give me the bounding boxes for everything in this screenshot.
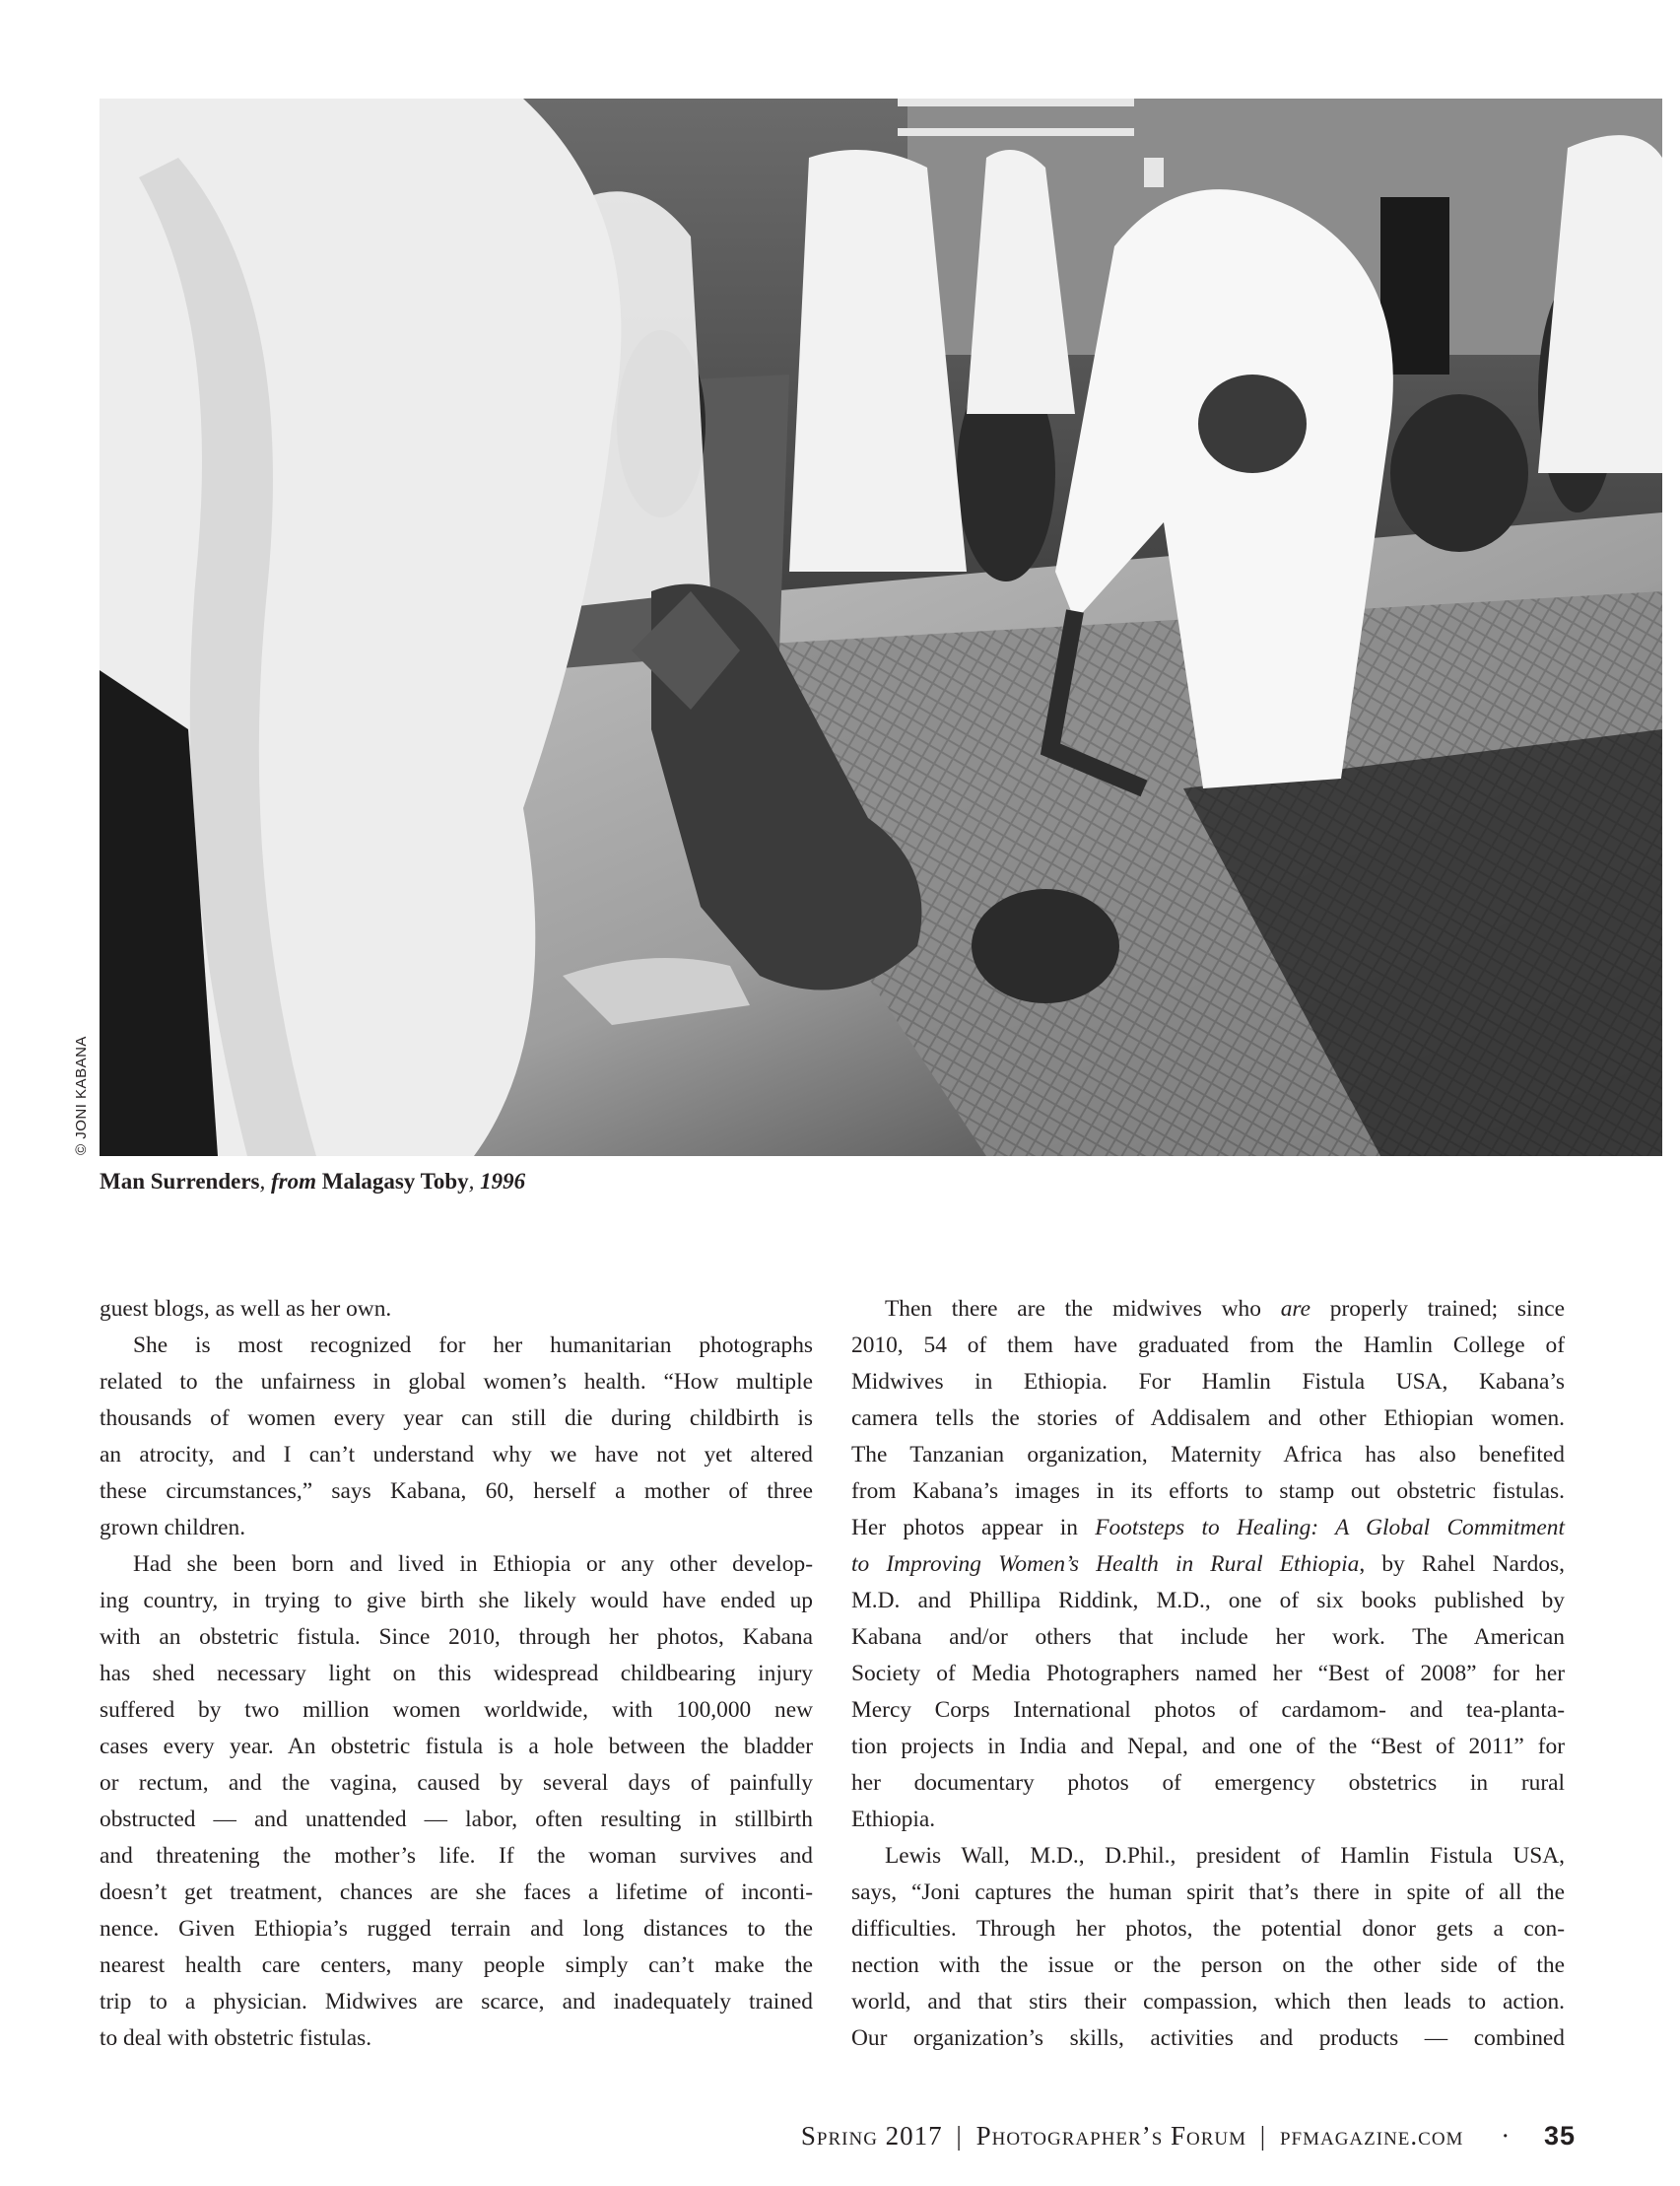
body-line: trip to a physician. Midwives are scarce, and inadequately trained [100,1989,813,2015]
body-line: difficulties. Through her photos, the potential donor gets a con- [851,1916,1565,1942]
photo-illustration [100,99,1662,1156]
caption-series: Malagasy Toby [321,1169,469,1194]
body-line: She is most recognized for her humanitarian photographs [133,1332,813,1358]
body-line: world, and that stirs their compassion, which then leads to action. [851,1989,1565,2015]
body-line: camera tells the stories of Addisalem and other Ethiopian women. [851,1405,1565,1431]
body-line: suffered by two million women worldwide, with 100,000 new [100,1697,813,1723]
body-line: these circumstances,” says Kabana, 60, herself a mother of three [100,1478,813,1504]
footer-website: pfmagazine.com [1279,2121,1464,2151]
photo-caption [100,1169,525,1195]
body-line: nearest health care centers, many people simply can’t make the [100,1952,813,1978]
body-line: Society of Media Photographers named her “Best of 2008” for her [851,1661,1565,1686]
photograph-man-surrenders [100,99,1662,1156]
caption-title: Man Surrenders [100,1169,260,1194]
book-title-italic: to Improving Women’s Health in Rural Ethiopia [851,1551,1360,1577]
body-line: an atrocity, and I can’t understand why we have not yet altered [100,1442,813,1468]
body-line: M.D. and Phillipa Riddink, M.D., one of six books published by [851,1588,1565,1613]
text-run: properly trained; since [1310,1296,1565,1322]
footer-magazine: Photographer’s Forum [975,2121,1247,2151]
photo-credit: © JONI KABANA [73,1036,90,1155]
body-line: her documentary photos of emergency obstetrics in rural [851,1770,1565,1796]
body-line: thousands of women every year can still die during childbirth is [100,1405,813,1431]
body-line: Lewis Wall, M.D., D.Phil., president of Hamlin Fistula USA, [885,1843,1565,1869]
body-line: Kabana and/or others that include her work. The American [851,1624,1565,1650]
body-line: guest blogs, as well as her own. [100,1296,392,1322]
text-run: Then there are the midwives who [885,1296,1281,1322]
body-line: says, “Joni captures the human spirit that’s there in spite of all the [851,1879,1565,1905]
body-line: tion projects in India and Nepal, and one of the “Best of 2011” for [851,1734,1565,1759]
page-footer [801,2121,1576,2152]
body-line: doesn’t get treatment, chances are she faces a lifetime of inconti- [100,1879,813,1905]
body-line: Had she been born and lived in Ethiopia or any other develop- [133,1551,813,1577]
body-line: has shed necessary light on this widespread childbearing injury [100,1661,813,1686]
body-line: to deal with obstetric fistulas. [100,2025,372,2051]
footer-separator: | [1259,2121,1267,2151]
text-run-italic: are [1280,1296,1310,1322]
page-number: 35 [1543,2121,1576,2151]
caption-comma: , [468,1169,475,1194]
caption-from: from [271,1169,316,1194]
book-title-italic: Footsteps to Healing: A Global Commitment [1095,1515,1565,1540]
body-line [851,1546,1565,1583]
body-line: or rectum, and the vagina, caused by several days of painfully [100,1770,813,1796]
body-line: Our organization’s skills, activities and products — combined [851,2025,1565,2051]
body-line [851,1510,1565,1546]
caption-comma: , [259,1169,266,1194]
body-line: ing country, in trying to give birth she likely would have ended up [100,1588,813,1613]
body-line: Ethiopia. [851,1807,936,1832]
text-run: Her photos appear in [851,1515,1096,1540]
body-line: grown children. [100,1515,246,1540]
body-line: and threatening the mother’s life. If the woman survives and [100,1843,813,1869]
body-line: from Kabana’s images in its efforts to stamp out obstetric fistulas. [851,1478,1565,1504]
text-run: , by Rahel Nardos, [1359,1551,1565,1577]
footer-separator: | [956,2121,963,2151]
body-line: related to the unfairness in global women’s health. “How multiple [100,1369,813,1395]
body-line: cases every year. An obstetric fistula is a hole between the bladder [100,1734,813,1759]
body-line: obstructed — and unattended — labor, often resulting in stillbirth [100,1807,813,1832]
left-column [100,1291,813,2057]
right-column [851,1291,1565,2057]
body-line: with an obstetric fistula. Since 2010, through her photos, Kabana [100,1624,813,1650]
body-line [851,1291,1565,1328]
body-line: nence. Given Ethiopia’s rugged terrain and long distances to the [100,1916,813,1942]
footer-bullet: · [1501,2121,1512,2151]
body-line: nection with the issue or the person on the other side of the [851,1952,1565,1978]
footer-season: Spring 2017 [800,2121,943,2151]
body-line: 2010, 54 of them have graduated from the Hamlin College of [851,1332,1565,1358]
body-line: Midwives in Ethiopia. For Hamlin Fistula USA, Kabana’s [851,1369,1565,1395]
body-line: The Tanzanian organization, Maternity Africa has also benefited [851,1442,1565,1468]
caption-year: 1996 [480,1169,526,1194]
body-line: Mercy Corps International photos of cardamom- and tea-planta- [851,1697,1565,1723]
